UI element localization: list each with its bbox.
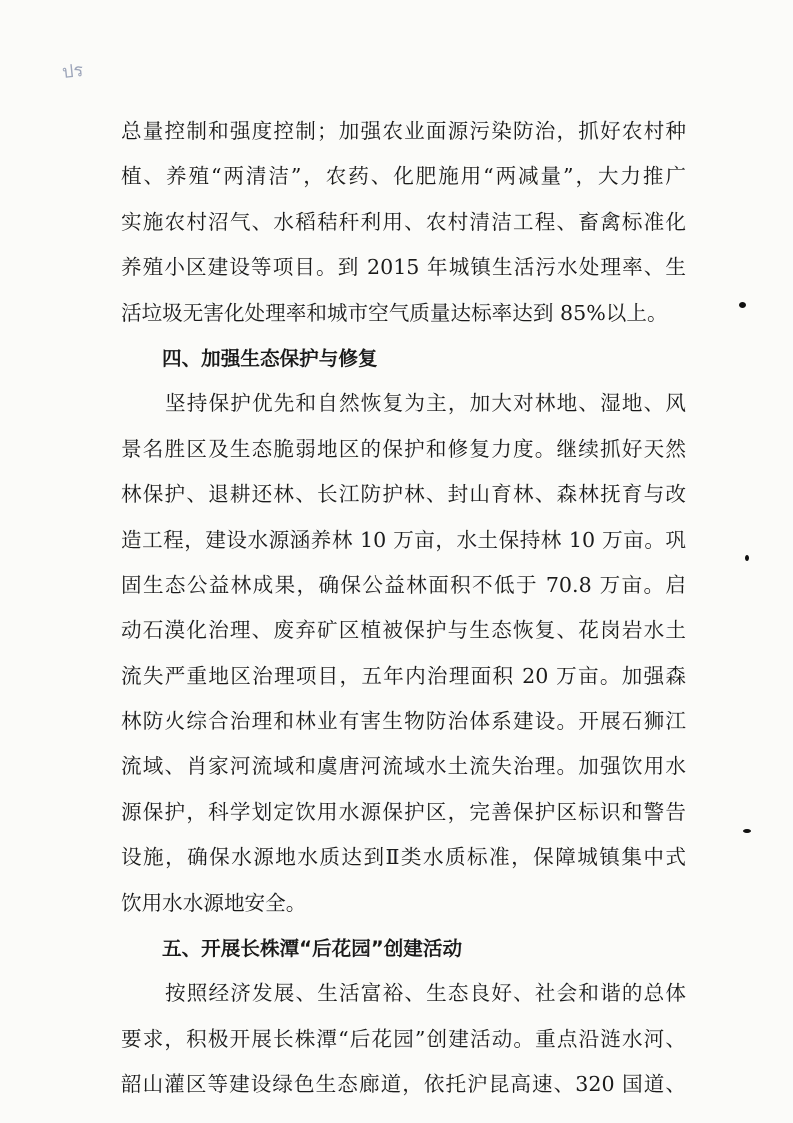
text-line: 造工程，建设水源涵养林 10 万亩，水土保持林 10 万亩。巩	[121, 527, 686, 552]
section-5-paragraph	[121, 971, 686, 1107]
text-line: 韶山灌区等建设绿色生态廊道，依托沪昆高速、320 国道、	[121, 1072, 686, 1097]
text-line: 源保护，科学划定饮用水源保护区，完善保护区标识和警告	[121, 799, 686, 824]
text-line: 林防火综合治理和林业有害生物防治体系建设。开展石狮江	[121, 709, 686, 734]
scan-speck	[739, 302, 746, 308]
text-line: 养殖小区建设等项目。到 2015 年城镇生活污水处理率、生	[121, 255, 686, 280]
text-line: 景名胜区及生态脆弱地区的保护和修复力度。继续抓好天然	[121, 436, 686, 461]
text-line: 按照经济发展、生活富裕、生态良好、社会和谐的总体	[165, 981, 686, 1006]
text-line: 实施农村沼气、水稻秸秆利用、农村清洁工程、畜禽标准化	[121, 209, 686, 234]
document-body	[121, 109, 686, 1108]
handwritten-page-mark: ปร	[61, 59, 85, 84]
text-line: 流失严重地区治理项目，五年内治理面积 20 万亩。加强森	[121, 663, 686, 688]
text-line: 植、养殖“两清洁”，农药、化肥施用“两减量”，大力推广	[121, 164, 686, 189]
paragraph-1	[121, 109, 686, 336]
section-5-heading: 五、开展长株潭“后花园”创建活动	[162, 937, 463, 961]
text-line: 动石漠化治理、废弃矿区植被保护与生态恢复、花岗岩水土	[121, 618, 686, 643]
section-4-heading: 四、加强生态保护与修复	[162, 346, 378, 370]
text-line: 设施，确保水源地水质达到Ⅱ类水质标准，保障城镇集中式	[121, 845, 686, 870]
text-line: 坚持保护优先和自然恢复为主，加大对林地、湿地、风	[165, 391, 686, 416]
text-line: 林保护、退耕还林、长江防护林、封山育林、森林抚育与改	[121, 482, 686, 507]
scan-speck	[743, 829, 751, 833]
text-line: 总量控制和强度控制；加强农业面源污染防治，抓好农村种	[121, 119, 686, 143]
scan-speck	[745, 555, 749, 561]
text-line: 流域、肖家河流域和虞唐河流域水土流失治理。加强饮用水	[121, 754, 686, 779]
text-line: 活垃圾无害化处理率和城市空气质量达标率达到 85%以上。	[121, 300, 668, 325]
text-line: 固生态公益林成果，确保公益林面积不低于 70.8 万亩。启	[121, 572, 686, 597]
section-4-paragraph	[121, 381, 686, 926]
text-line: 饮用水水源地安全。	[121, 890, 307, 915]
text-line: 要求，积极开展长株潭“后花园”创建活动。重点沿涟水河、	[121, 1026, 686, 1051]
